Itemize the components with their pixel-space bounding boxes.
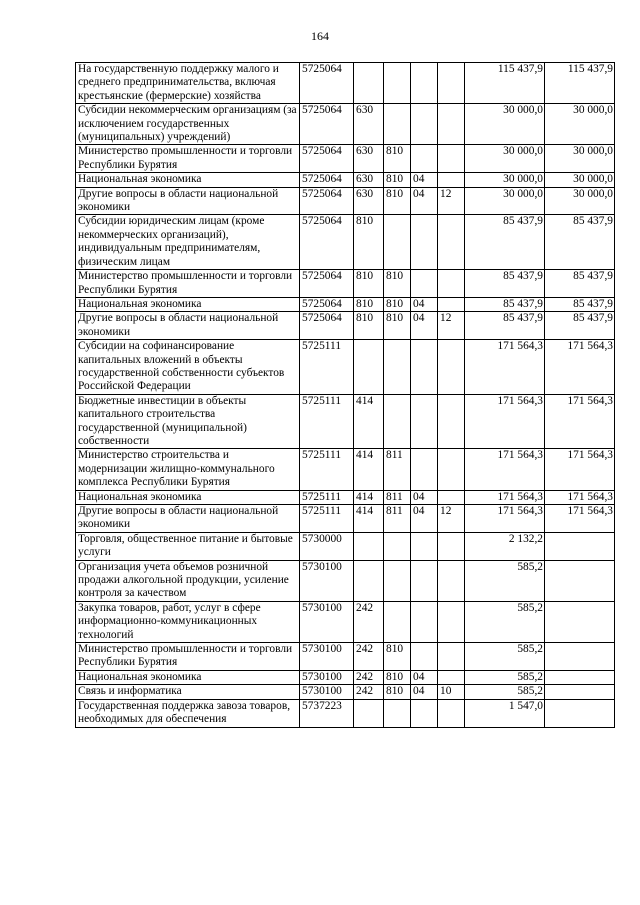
row-section-cell (411, 643, 438, 671)
row-amount-cell: 585,2 (465, 601, 545, 642)
row-department-cell: 811 (384, 505, 411, 533)
row-expense-type-cell: 242 (354, 670, 384, 684)
row-department-cell (384, 215, 411, 270)
table-row (76, 601, 615, 642)
row-expense-type-cell: 242 (354, 643, 384, 671)
row-subsection-cell (438, 394, 465, 449)
row-subsection-cell: 12 (438, 505, 465, 533)
row-name-cell: Бюджетные инвестиции в объекты капитального строительства государственной (муниципальной) собственности (76, 394, 300, 449)
row-name-cell: Министерство строительства и модернизации жилищно-коммунального комплекса Республики Бурятия (76, 449, 300, 490)
row-name-cell: Другие вопросы в области национальной экономики (76, 312, 300, 340)
row-amount-2-cell: 171 564,3 (545, 490, 615, 504)
row-name-cell: Министерство промышленности и торговли Республики Бурятия (76, 145, 300, 173)
row-expense-type-cell: 810 (354, 312, 384, 340)
row-amount-cell: 171 564,3 (465, 394, 545, 449)
row-amount-2-cell: 30 000,0 (545, 187, 615, 215)
row-subsection-cell (438, 490, 465, 504)
row-name-cell: Министерство промышленности и торговли Республики Бурятия (76, 270, 300, 298)
row-subsection-cell (438, 104, 465, 145)
row-department-cell: 810 (384, 270, 411, 298)
row-amount-cell: 171 564,3 (465, 490, 545, 504)
row-department-cell (384, 532, 411, 560)
row-amount-cell: 115 437,9 (465, 63, 545, 104)
table-row (76, 104, 615, 145)
row-subsection-cell (438, 560, 465, 601)
row-amount-2-cell: 115 437,9 (545, 63, 615, 104)
row-department-cell: 810 (384, 187, 411, 215)
row-expense-type-cell: 630 (354, 104, 384, 145)
table-row (76, 670, 615, 684)
row-amount-2-cell: 30 000,0 (545, 104, 615, 145)
row-target-article-cell: 5725111 (300, 394, 354, 449)
row-expense-type-cell (354, 699, 384, 727)
row-section-cell (411, 449, 438, 490)
row-subsection-cell (438, 449, 465, 490)
row-amount-cell: 2 132,2 (465, 532, 545, 560)
row-expense-type-cell (354, 532, 384, 560)
row-target-article-cell: 5730100 (300, 643, 354, 671)
row-department-cell: 810 (384, 173, 411, 187)
row-target-article-cell: 5725064 (300, 187, 354, 215)
row-expense-type-cell: 810 (354, 297, 384, 311)
row-name-cell: Связь и информатика (76, 685, 300, 699)
row-section-cell: 04 (411, 312, 438, 340)
table-row (76, 560, 615, 601)
row-section-cell (411, 560, 438, 601)
row-amount-cell: 85 437,9 (465, 270, 545, 298)
row-expense-type-cell: 414 (354, 490, 384, 504)
table-body (76, 63, 615, 728)
row-target-article-cell: 5730100 (300, 601, 354, 642)
row-amount-2-cell (545, 699, 615, 727)
row-subsection-cell: 10 (438, 685, 465, 699)
table-row (76, 63, 615, 104)
row-expense-type-cell: 810 (354, 270, 384, 298)
row-target-article-cell: 5725111 (300, 505, 354, 533)
row-department-cell: 810 (384, 670, 411, 684)
row-amount-2-cell (545, 601, 615, 642)
row-amount-cell: 585,2 (465, 560, 545, 601)
row-name-cell: Закупка товаров, работ, услуг в сфере информационно-коммуникационных технологий (76, 601, 300, 642)
row-expense-type-cell: 630 (354, 173, 384, 187)
row-section-cell: 04 (411, 505, 438, 533)
row-section-cell (411, 215, 438, 270)
row-amount-cell: 585,2 (465, 643, 545, 671)
row-subsection-cell (438, 297, 465, 311)
row-name-cell: Государственная поддержка завоза товаров, необходимых для обеспечения (76, 699, 300, 727)
row-amount-2-cell: 85 437,9 (545, 297, 615, 311)
row-expense-type-cell: 414 (354, 394, 384, 449)
row-target-article-cell: 5725064 (300, 104, 354, 145)
row-amount-cell: 1 547,0 (465, 699, 545, 727)
row-target-article-cell: 5725064 (300, 312, 354, 340)
row-name-cell: Другие вопросы в области национальной экономики (76, 187, 300, 215)
row-name-cell: Министерство промышленности и торговли Республики Бурятия (76, 643, 300, 671)
row-expense-type-cell: 414 (354, 505, 384, 533)
row-target-article-cell: 5730000 (300, 532, 354, 560)
row-subsection-cell (438, 215, 465, 270)
row-section-cell: 04 (411, 685, 438, 699)
row-department-cell: 810 (384, 643, 411, 671)
row-amount-cell: 585,2 (465, 685, 545, 699)
table-row (76, 449, 615, 490)
row-subsection-cell (438, 145, 465, 173)
row-amount-2-cell: 85 437,9 (545, 312, 615, 340)
row-amount-cell: 171 564,3 (465, 449, 545, 490)
row-name-cell: Национальная экономика (76, 490, 300, 504)
row-target-article-cell: 5725111 (300, 490, 354, 504)
row-subsection-cell (438, 173, 465, 187)
row-section-cell (411, 394, 438, 449)
row-amount-2-cell (545, 560, 615, 601)
row-expense-type-cell: 242 (354, 685, 384, 699)
row-name-cell: Другие вопросы в области национальной экономики (76, 505, 300, 533)
row-section-cell (411, 145, 438, 173)
row-department-cell (384, 394, 411, 449)
row-section-cell: 04 (411, 490, 438, 504)
row-amount-2-cell (545, 532, 615, 560)
row-expense-type-cell: 630 (354, 145, 384, 173)
row-amount-cell: 85 437,9 (465, 312, 545, 340)
row-expense-type-cell: 630 (354, 187, 384, 215)
table-row (76, 505, 615, 533)
row-subsection-cell: 12 (438, 312, 465, 340)
row-section-cell (411, 63, 438, 104)
row-amount-2-cell (545, 685, 615, 699)
page-number: 164 (311, 29, 329, 43)
row-amount-cell: 585,2 (465, 670, 545, 684)
row-department-cell (384, 63, 411, 104)
row-section-cell: 04 (411, 187, 438, 215)
row-amount-2-cell: 171 564,3 (545, 449, 615, 490)
row-name-cell: Национальная экономика (76, 297, 300, 311)
row-subsection-cell: 12 (438, 187, 465, 215)
row-amount-2-cell (545, 643, 615, 671)
table-row (76, 394, 615, 449)
row-name-cell: Торговля, общественное питание и бытовые услуги (76, 532, 300, 560)
row-department-cell (384, 699, 411, 727)
row-section-cell: 04 (411, 173, 438, 187)
row-amount-cell: 30 000,0 (465, 145, 545, 173)
row-expense-type-cell: 810 (354, 215, 384, 270)
row-section-cell (411, 270, 438, 298)
row-expense-type-cell (354, 340, 384, 395)
row-subsection-cell (438, 63, 465, 104)
table-row (76, 187, 615, 215)
row-amount-cell: 30 000,0 (465, 173, 545, 187)
row-name-cell: Национальная экономика (76, 670, 300, 684)
row-name-cell: Субсидии на софинансирование капитальных вложений в объекты государственной собственности субъектов Российской Федерации (76, 340, 300, 395)
row-department-cell: 811 (384, 490, 411, 504)
row-amount-2-cell: 171 564,3 (545, 394, 615, 449)
table-row (76, 215, 615, 270)
row-amount-2-cell: 85 437,9 (545, 215, 615, 270)
row-target-article-cell: 5725064 (300, 215, 354, 270)
table-row (76, 699, 615, 727)
row-department-cell: 810 (384, 297, 411, 311)
row-target-article-cell: 5725064 (300, 145, 354, 173)
row-subsection-cell (438, 270, 465, 298)
row-subsection-cell (438, 532, 465, 560)
table-row (76, 173, 615, 187)
row-amount-cell: 171 564,3 (465, 505, 545, 533)
row-name-cell: Субсидии юридическим лицам (кроме некоммерческих организаций), индивидуальным предпринимателям, физическим лицам (76, 215, 300, 270)
row-section-cell (411, 601, 438, 642)
row-target-article-cell: 5737223 (300, 699, 354, 727)
row-subsection-cell (438, 670, 465, 684)
table-row (76, 312, 615, 340)
row-target-article-cell: 5725064 (300, 270, 354, 298)
row-name-cell: Организация учета объемов розничной продажи алкогольной продукции, усиление контроля за качеством (76, 560, 300, 601)
row-target-article-cell: 5725064 (300, 63, 354, 104)
row-department-cell: 811 (384, 449, 411, 490)
row-section-cell (411, 104, 438, 145)
row-section-cell: 04 (411, 297, 438, 311)
row-subsection-cell (438, 601, 465, 642)
row-amount-cell: 85 437,9 (465, 215, 545, 270)
row-department-cell: 810 (384, 145, 411, 173)
table-row (76, 297, 615, 311)
row-amount-cell: 30 000,0 (465, 104, 545, 145)
row-name-cell: Национальная экономика (76, 173, 300, 187)
table-row (76, 643, 615, 671)
row-target-article-cell: 5725111 (300, 340, 354, 395)
row-target-article-cell: 5730100 (300, 560, 354, 601)
budget-table (75, 62, 615, 728)
row-amount-2-cell: 85 437,9 (545, 270, 615, 298)
row-target-article-cell: 5725064 (300, 297, 354, 311)
row-amount-2-cell (545, 670, 615, 684)
row-section-cell: 04 (411, 670, 438, 684)
row-target-article-cell: 5730100 (300, 685, 354, 699)
row-amount-2-cell: 171 564,3 (545, 340, 615, 395)
row-department-cell (384, 560, 411, 601)
row-amount-cell: 171 564,3 (465, 340, 545, 395)
table-row (76, 270, 615, 298)
row-subsection-cell (438, 340, 465, 395)
table-row (76, 490, 615, 504)
row-department-cell: 810 (384, 685, 411, 699)
row-subsection-cell (438, 699, 465, 727)
row-section-cell (411, 532, 438, 560)
table-row (76, 340, 615, 395)
row-department-cell: 810 (384, 312, 411, 340)
row-section-cell (411, 340, 438, 395)
row-amount-2-cell: 30 000,0 (545, 173, 615, 187)
row-department-cell (384, 104, 411, 145)
row-amount-2-cell: 30 000,0 (545, 145, 615, 173)
table-row (76, 532, 615, 560)
row-name-cell: Субсидии некоммерческим организациям (за исключением государственных (муниципальных) учреждений) (76, 104, 300, 145)
table-row (76, 685, 615, 699)
row-amount-cell: 85 437,9 (465, 297, 545, 311)
row-expense-type-cell: 242 (354, 601, 384, 642)
row-target-article-cell: 5725111 (300, 449, 354, 490)
row-expense-type-cell (354, 63, 384, 104)
row-target-article-cell: 5730100 (300, 670, 354, 684)
row-department-cell (384, 340, 411, 395)
row-amount-cell: 30 000,0 (465, 187, 545, 215)
row-amount-2-cell: 171 564,3 (545, 505, 615, 533)
row-section-cell (411, 699, 438, 727)
row-expense-type-cell: 414 (354, 449, 384, 490)
table-row (76, 145, 615, 173)
row-expense-type-cell (354, 560, 384, 601)
row-name-cell: На государственную поддержку малого и среднего предпринимательства, включая крестьянские (фермерские) хозяйства (76, 63, 300, 104)
row-department-cell (384, 601, 411, 642)
row-target-article-cell: 5725064 (300, 173, 354, 187)
row-subsection-cell (438, 643, 465, 671)
